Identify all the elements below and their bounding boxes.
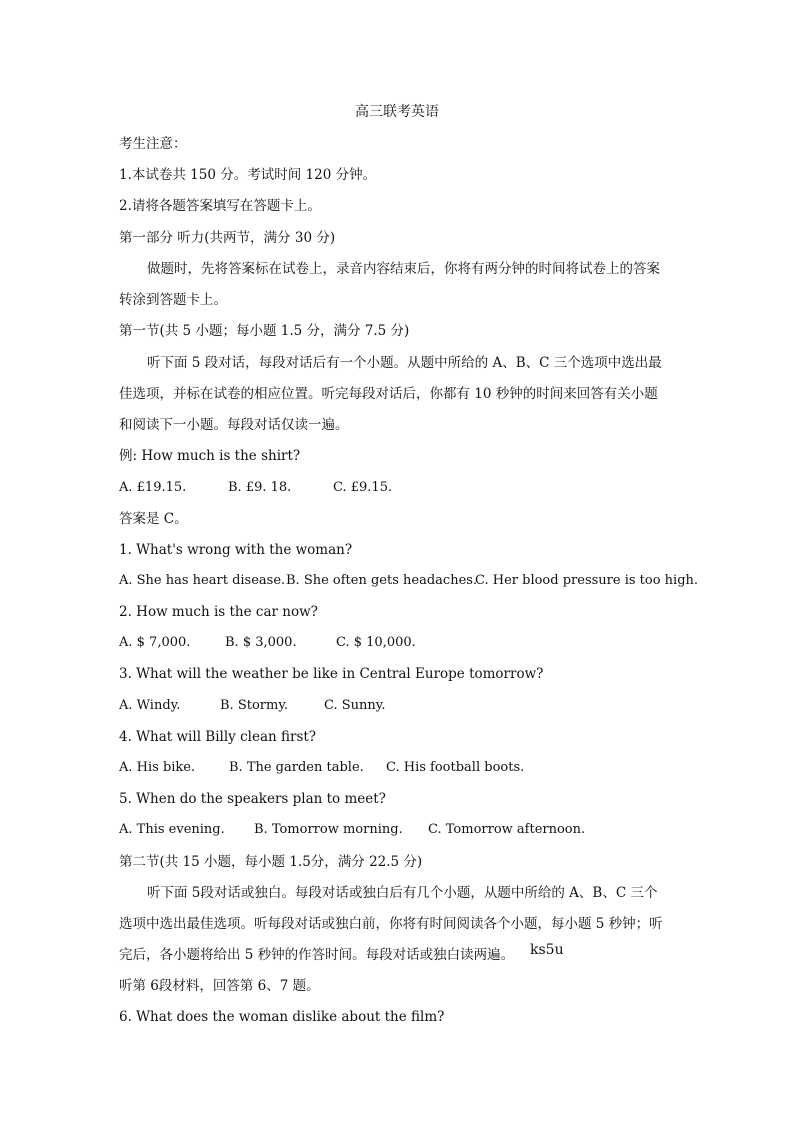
question-1-option-a: A. She has heart disease. [119,573,286,588]
watermark-text: ks5u [530,942,564,958]
section1-heading: 第一节(共 5 小题；每小题 1.5 分，满分 7.5 分) [119,323,410,339]
section1-instruction-line1: 听下面 5 段对话，每段对话后有一个小题。从题中所给的 A、B、C 三个选项中选出最 [147,355,662,371]
part1-instruction-line2: 转涂到答题卡上。 [119,292,227,308]
page-title: 高三联考英语 [355,104,439,120]
section2-heading: 第二节(共 15 小题，每小题 1.5分，满分 22.5 分) [119,854,423,870]
question-3-option-a: A. Windy. [119,698,181,713]
question-2-option-c: C. $ 10,000. [336,635,416,650]
example-option-a: A. £19.15. [119,480,187,495]
question-2: 2. How much is the car now? [119,604,318,620]
question-5-option-b: B. Tomorrow morning. [254,822,403,837]
section1-instruction-line2: 佳选项，并标在试卷的相应位置。听完每段对话后，你都有 10 秒钟的时间来回答有关小题 [119,386,658,402]
question-3-option-b: B. Stormy. [220,698,289,713]
question-4-option-b: B. The garden table. [229,760,364,775]
question-1: 1. What's wrong with the woman? [119,542,353,558]
example-option-c: C. £9.15. [333,480,393,495]
part1-heading: 第一部分 听力(共两节，满分 30 分) [119,230,336,246]
notice-heading: 考生注意： [119,136,187,152]
question-3-option-c: C. Sunny. [324,698,386,713]
example-question: 例: How much is the shirt? [119,448,301,464]
material-6-instruction: 听第 6段材料，回答第 6、7 题。 [119,978,320,994]
section2-instruction-line2: 选项中选出最佳选项。听每段对话或独白前，你将有时间阅读各个小题，每小题 5 秒钟；听 [119,916,663,932]
question-1-option-c: C. Her blood pressure is too high. [475,573,699,588]
question-4: 4. What will Billy clean first? [119,729,317,745]
question-6: 6. What does the woman dislike about the film? [119,1009,445,1025]
question-2-option-a: A. $ 7,000. [119,635,191,650]
example-option-b: B. £9. 18. [228,480,292,495]
question-2-option-b: B. $ 3,000. [225,635,297,650]
question-4-option-c: C. His football boots. [386,760,525,775]
question-5-option-a: A. This evening. [119,822,225,837]
section2-instruction-line3: 完后，各小题将给出 5 秒钟的作答时间。每段对话或独白读两遍。 [119,947,515,963]
part1-instruction-line1: 做题时，先将答案标在试卷上，录音内容结束后，你将有两分钟的时间将试卷上的答案 [147,261,660,277]
question-3: 3. What will the weather be like in Central Europe tomorrow? [119,666,544,682]
notice-1: 1.本试卷共 150 分。考试时间 120 分钟。 [119,167,377,183]
notice-2: 2.请将各题答案填写在答题卡上。 [119,198,321,214]
question-5: 5. When do the speakers plan to meet? [119,791,386,807]
section2-instruction-line1: 听下面 5段对话或独白。每段对话或独白后有几个小题，从题中所给的 A、B、C 三个 [147,885,658,901]
question-4-option-a: A. His bike. [119,760,196,775]
question-5-option-c: C. Tomorrow afternoon. [428,822,586,837]
question-1-option-b: B. She often gets headaches. [286,573,478,588]
section1-instruction-line3: 和阅读下一小题。每段对话仅读一遍。 [119,417,349,433]
example-answer: 答案是 C。 [119,511,188,527]
